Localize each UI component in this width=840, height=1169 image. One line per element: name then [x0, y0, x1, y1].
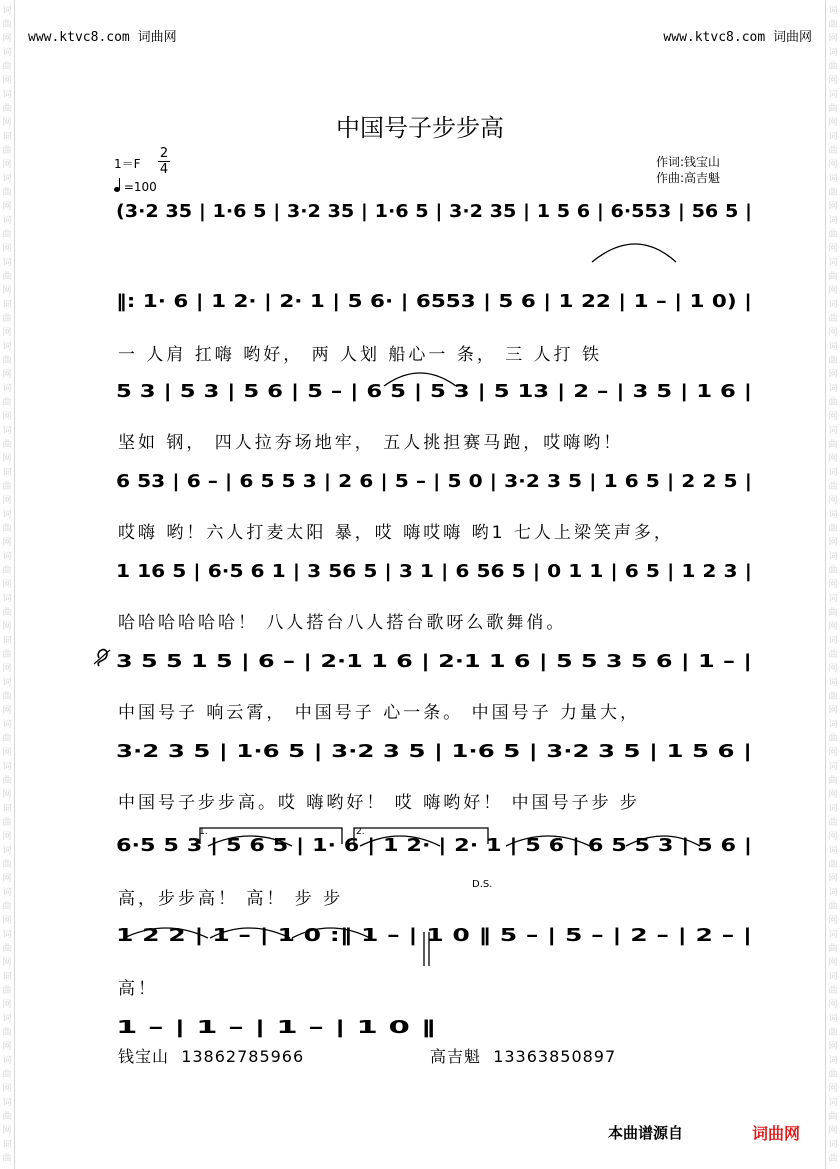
notes-row: 3 5 5 1 5 | 6 – | 2·1 1 6 | 2·1 1 6 | 5 5 3 5 6 | 1 – |	[116, 651, 752, 672]
watermark-glyph: 曲	[2, 860, 12, 870]
watermark-glyph: 曲	[2, 104, 12, 114]
watermark-glyph: 词	[828, 258, 838, 268]
tempo-value: =100	[123, 180, 157, 194]
watermark-glyph: 网	[2, 664, 12, 674]
watermark-glyph: 曲	[2, 1070, 12, 1080]
watermark-glyph: 曲	[2, 902, 12, 912]
watermark-glyph: 网	[2, 1084, 12, 1094]
watermark-glyph: 网	[2, 202, 12, 212]
watermark-glyph: 词	[828, 216, 838, 226]
watermark-glyph: 网	[2, 1000, 12, 1010]
watermark-glyph: 网	[2, 580, 12, 590]
watermark-glyph: 曲	[2, 146, 12, 156]
source-label: 本曲谱源自	[608, 1124, 684, 1142]
header-site-right[interactable]: www.ktvc8.com 词曲网	[663, 30, 812, 45]
watermark-glyph: 词	[2, 1140, 12, 1150]
watermark-glyph: 网	[2, 76, 12, 86]
watermark-glyph: 词	[2, 6, 12, 16]
watermark-glyph: 曲	[828, 650, 838, 660]
segno-icon	[94, 650, 110, 666]
watermark-glyph: 网	[2, 622, 12, 632]
notes-row: ‖: 1· 6 | 1 2· | 2· 1 | 5 6· | 6553 | 5 6 | 1 22 | 1 – | 1 0) |	[116, 291, 752, 312]
watermark-glyph: 词	[828, 90, 838, 100]
watermark-glyph: 曲	[2, 20, 12, 30]
watermark-glyph: 曲	[2, 776, 12, 786]
watermark-glyph: 词	[828, 762, 838, 772]
watermark-glyph: 网	[828, 244, 838, 254]
watermark-glyph: 词	[2, 846, 12, 856]
watermark-glyph: 词	[828, 972, 838, 982]
watermark-glyph: 网	[2, 874, 12, 884]
watermark-glyph: 词	[2, 804, 12, 814]
key-signature: 1＝F	[114, 157, 141, 171]
watermark-glyph: 网	[828, 1126, 838, 1136]
watermark-glyph: 曲	[828, 188, 838, 198]
contact-name: 高吉魁	[430, 1047, 482, 1066]
meter-denominator: 4	[159, 162, 169, 177]
watermark-glyph: 网	[828, 286, 838, 296]
watermark-glyph: 网	[2, 160, 12, 170]
watermark-glyph: 词	[2, 510, 12, 520]
watermark-glyph: 词	[828, 1098, 838, 1108]
watermark-glyph: 词	[2, 1056, 12, 1066]
watermark-glyph: 词	[2, 426, 12, 436]
watermark-glyph: 曲	[2, 440, 12, 450]
watermark-glyph: 曲	[2, 524, 12, 534]
contact-phone: 13363850897	[493, 1047, 617, 1066]
watermark-glyph: 网	[828, 76, 838, 86]
lyrics-row: 坚如 钢， 四人拉夯场地牢， 五人挑担赛马跑，哎嗨哟！	[118, 433, 624, 453]
watermark-glyph: 词	[2, 1014, 12, 1024]
watermark-glyph: 词	[828, 174, 838, 184]
watermark-glyph: 词	[828, 594, 838, 604]
watermark-glyph: 网	[828, 1042, 838, 1052]
watermark-glyph: 网	[2, 748, 12, 758]
watermark-glyph: 网	[828, 370, 838, 380]
notes-row: 6·5 5 3 | 5 6 5 | 1· 6 | 1 2· | 2· 1 | 5 6 | 6 5 5 3 | 5 6 |	[116, 835, 752, 856]
watermark-glyph: 网	[828, 622, 838, 632]
watermark-glyph: 网	[2, 1042, 12, 1052]
watermark-glyph: 曲	[2, 944, 12, 954]
watermark-glyph: 词	[828, 48, 838, 58]
watermark-glyph: 曲	[2, 398, 12, 408]
watermark-glyph: 网	[828, 496, 838, 506]
watermark-glyph: 词	[2, 468, 12, 478]
tie-arc	[592, 244, 676, 262]
watermark-glyph: 网	[2, 916, 12, 926]
contact-lyricist	[118, 1044, 304, 1067]
watermark-glyph: 曲	[2, 62, 12, 72]
watermark-glyph: 曲	[2, 188, 12, 198]
watermark-glyph: 曲	[828, 776, 838, 786]
watermark-glyph: 词	[2, 1098, 12, 1108]
notes-row: 5 3 | 5 3 | 5 6 | 5 – | 6 5 | 5 3 | 5 13 | 2 – | 3 5 | 1 6 |	[116, 381, 752, 402]
watermark-glyph: 网	[2, 706, 12, 716]
watermark-glyph: 曲	[828, 944, 838, 954]
watermark-glyph: 曲	[828, 146, 838, 156]
watermark-glyph: 曲	[828, 692, 838, 702]
lyricist-credit: 作词:钱宝山	[656, 155, 721, 169]
watermark-glyph: 曲	[828, 104, 838, 114]
watermark-glyph: 词	[2, 678, 12, 688]
lyrics-row: 高！	[118, 979, 158, 999]
watermark-glyph: 网	[828, 958, 838, 968]
notes-row: (3·2 35 | 1·6 5 | 3·2 35 | 1·6 5 | 3·2 35 | 1 5 6 | 6·553 | 56 5 |	[116, 201, 752, 222]
watermark-glyph: 词	[2, 594, 12, 604]
song-title: 中国号子步步高	[336, 114, 504, 142]
watermark-glyph: 网	[828, 790, 838, 800]
watermark-glyph: 词	[828, 636, 838, 646]
notes-row: 6 53 | 6 – | 6 5 5 3 | 2 6 | 5 – | 5 0 | 3·2 3 5 | 1 6 5 | 2 2 5 |	[116, 471, 752, 492]
watermark-glyph: 网	[2, 958, 12, 968]
watermark-glyph: 词	[828, 804, 838, 814]
contact-name: 钱宝山	[118, 1047, 170, 1066]
watermark-glyph: 词	[2, 552, 12, 562]
watermark-glyph: 词	[828, 384, 838, 394]
watermark-glyph: 曲	[828, 1070, 838, 1080]
watermark-glyph: 网	[828, 160, 838, 170]
watermark-glyph: 曲	[828, 524, 838, 534]
watermark-glyph: 曲	[2, 818, 12, 828]
watermark-glyph: 网	[2, 496, 12, 506]
watermark-glyph: 曲	[828, 902, 838, 912]
watermark-glyph: 词	[2, 636, 12, 646]
watermark-glyph: 词	[2, 132, 12, 142]
watermark-glyph: 曲	[828, 62, 838, 72]
watermark-glyph: 词	[2, 888, 12, 898]
watermark-glyph: 曲	[828, 608, 838, 618]
watermark-glyph: 曲	[2, 314, 12, 324]
watermark-glyph: 网	[828, 202, 838, 212]
watermark-glyph: 曲	[2, 482, 12, 492]
watermark-glyph: 词	[2, 762, 12, 772]
watermark-glyph: 词	[2, 174, 12, 184]
watermark-glyph: 词	[828, 720, 838, 730]
volta-first-label: 1.	[199, 827, 208, 837]
watermark-glyph: 曲	[828, 356, 838, 366]
contact-composer	[430, 1044, 616, 1067]
watermark-glyph: 网	[2, 118, 12, 128]
watermark-glyph: 曲	[828, 1112, 838, 1122]
watermark-glyph: 网	[828, 1000, 838, 1010]
watermark-glyph: 网	[2, 412, 12, 422]
watermark-glyph: 网	[828, 874, 838, 884]
watermark-glyph: 网	[828, 748, 838, 758]
watermark-glyph: 词	[2, 48, 12, 58]
watermark-glyph: 网	[828, 34, 838, 44]
watermark-glyph: 曲	[828, 272, 838, 282]
watermark-glyph: 词	[2, 930, 12, 940]
header-site-left[interactable]: www.ktvc8.com 词曲网	[28, 30, 177, 45]
watermark-glyph: 曲	[2, 650, 12, 660]
watermark-glyph: 词	[2, 258, 12, 268]
watermark-glyph: 网	[2, 538, 12, 548]
watermark-glyph: 网	[828, 454, 838, 464]
watermark-glyph: 词	[828, 930, 838, 940]
notes-row: 3·2 3 5 | 1·6 5 | 3·2 3 5 | 1·6 5 | 3·2 3 5 | 1 5 6 |	[116, 741, 752, 762]
watermark-glyph: 词	[2, 90, 12, 100]
watermark-glyph: 词	[828, 552, 838, 562]
watermark-glyph: 网	[828, 832, 838, 842]
watermark-glyph: 网	[2, 454, 12, 464]
watermark-glyph: 网	[828, 664, 838, 674]
watermark-glyph: 曲	[828, 566, 838, 576]
watermark-glyph: 词	[828, 342, 838, 352]
watermark-glyph: 曲	[2, 230, 12, 240]
contact-phone: 13862785966	[181, 1047, 305, 1066]
lyrics-layer	[118, 345, 674, 999]
watermark-glyph: 词	[2, 216, 12, 226]
lyrics-row: 哎嗨 哟！六人打麦太阳 暴，哎 嗨哎嗨 哟1 七人上梁笑声多，	[118, 523, 674, 543]
watermark-glyph: 网	[828, 118, 838, 128]
watermark-glyph: 词	[828, 1014, 838, 1024]
watermark-glyph: 词	[828, 132, 838, 142]
watermark-glyph: 词	[2, 720, 12, 730]
lyrics-row: 哈哈哈哈哈哈！ 八人搭台八人搭台歌呀么歌舞俏。	[118, 613, 567, 633]
watermark-glyph: 词	[828, 888, 838, 898]
watermark-glyph: 曲	[2, 1028, 12, 1038]
watermark-glyph: 网	[828, 706, 838, 716]
watermark-glyph: 曲	[2, 692, 12, 702]
watermark-glyph: 词	[828, 1140, 838, 1150]
watermark-glyph: 曲	[2, 1154, 12, 1164]
watermark-glyph: 曲	[2, 272, 12, 282]
watermark-glyph: 词	[2, 300, 12, 310]
watermark-glyph: 词	[828, 1056, 838, 1066]
watermark-glyph: 词	[828, 846, 838, 856]
watermark-glyph: 网	[2, 34, 12, 44]
watermark-glyph: 词	[828, 300, 838, 310]
watermark-glyph: 曲	[828, 440, 838, 450]
watermark-glyph: 网	[828, 916, 838, 926]
watermark-glyph: 曲	[828, 818, 838, 828]
watermark-glyph: 词	[828, 678, 838, 688]
watermark-glyph: 曲	[828, 482, 838, 492]
watermark-glyph: 曲	[2, 986, 12, 996]
watermark-glyph: 曲	[2, 356, 12, 366]
lyrics-row: 中国号子 响云霄， 中国号子 心一条。 中国号子 力量大，	[118, 703, 641, 723]
volta-second-label: 2.	[356, 827, 365, 837]
watermark-glyph: 网	[828, 328, 838, 338]
watermark-glyph: 词	[828, 6, 838, 16]
watermark-glyph: 曲	[2, 1112, 12, 1122]
watermark-glyph: 曲	[2, 566, 12, 576]
site-logo[interactable]: 词曲网	[752, 1124, 801, 1143]
watermark-glyph: 曲	[828, 314, 838, 324]
notes-row: 1 16 5 | 6·5 6 1 | 3 56 5 | 3 1 | 6 56 5 | 0 1 1 | 6 5 | 1 2 3 |	[116, 561, 753, 582]
notes-row: 1 2 2 | 1 – | 1 0 :‖ 1 – | 1 0 ‖ 5 – | 5 – | 2 – | 2 – |	[116, 925, 752, 946]
lyrics-row: 一 人肩 扛嗨 哟好， 两 人划 船心一 条， 三 人打 铁	[118, 345, 603, 365]
watermark-glyph: 网	[828, 1084, 838, 1094]
watermark-glyph: 网	[2, 790, 12, 800]
lyrics-row: 高，步步高！ 高！ 步 步	[118, 889, 344, 909]
watermark-glyph: 网	[828, 538, 838, 548]
notes-row: 1 – | 1 – | 1 – | 1 0 ‖	[116, 1017, 436, 1038]
watermark-glyph: 网	[2, 286, 12, 296]
watermark-glyph: 词	[828, 468, 838, 478]
watermark-glyph: 词	[2, 342, 12, 352]
watermark-glyph: 词	[2, 384, 12, 394]
watermark-glyph: 网	[828, 580, 838, 590]
lyrics-row: 中国号子步步高。哎 嗨哟好！ 哎 嗨哟好！ 中国号子步 步	[118, 793, 641, 813]
dal-segno-mark: D.S.	[472, 879, 493, 890]
watermark-glyph: 曲	[828, 20, 838, 30]
watermark-glyph: 网	[828, 412, 838, 422]
watermark-glyph: 曲	[828, 734, 838, 744]
watermark-glyph: 网	[2, 370, 12, 380]
meter-numerator: 2	[159, 146, 169, 161]
watermark-glyph: 词	[2, 972, 12, 982]
watermark-glyph: 曲	[828, 1154, 838, 1164]
watermark-glyph: 曲	[828, 1028, 838, 1038]
watermark-glyph: 曲	[828, 398, 838, 408]
watermark-glyph: 词	[828, 510, 838, 520]
watermark-glyph: 网	[2, 1126, 12, 1136]
watermark-glyph: 曲	[2, 608, 12, 618]
watermark-glyph: 网	[2, 832, 12, 842]
watermark-glyph: 网	[2, 244, 12, 254]
watermark-glyph: 曲	[2, 734, 12, 744]
composer-credit: 作曲:高吉魁	[656, 171, 721, 185]
watermark-glyph: 曲	[828, 860, 838, 870]
watermark-glyph: 曲	[828, 230, 838, 240]
watermark-glyph: 词	[828, 426, 838, 436]
watermark-glyph: 网	[2, 328, 12, 338]
watermark-glyph: 曲	[828, 986, 838, 996]
